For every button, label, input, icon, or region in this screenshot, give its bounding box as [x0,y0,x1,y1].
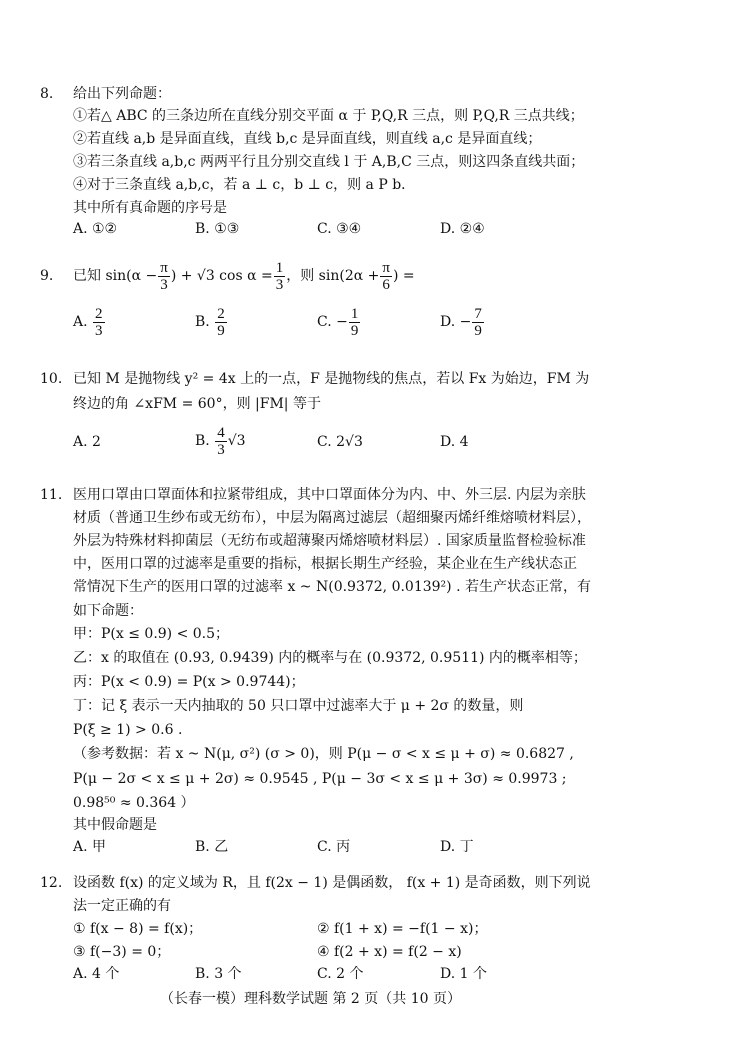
q11-option-d: D. 丁 [440,839,474,855]
q9-stem-pre: 已知 sin(α − [73,268,158,284]
q11-line-1: 医用口罩由口罩面体和拉紧带组成，其中口罩面体分为内、中、外三层. 内层为亲肤 [73,487,586,503]
q10-option-c: C. 2√3 [317,434,363,450]
q11-reference-2: P(μ − 2σ < x ≤ μ + 2σ) ≈ 0.9545 , P(μ − 3σ < x ≤ μ + 3σ) ≈ 0.9973 ; [73,771,567,787]
q12-statement-2: ② f(1 + x) = −f(1 − x)； [317,921,488,937]
q11-option-a: A. 甲 [73,839,107,855]
q9-stem [73,256,415,296]
q9-option-d: D. − $\frac{7}{9}$ [440,305,482,339]
q10-number: 10. [40,371,63,387]
q8-number: 8. [40,86,54,102]
q8-option-d: D. ②④ [440,221,485,237]
q12-statement-1: ① f(x − 8) = f(x)； [73,921,203,937]
q8-option-a: A. ①② [73,221,118,237]
q11-line-5: 常情况下生产的医用口罩的过滤率 x ~ N(0.9372, 0.0139²) . 若生产状态正常，有 [73,579,591,595]
q10-option-a: A. 2 [73,434,101,450]
q12-statement-4: ④ f(2 + x) = f(2 − x) [317,944,462,960]
q11-line-6: 如下命题： [73,603,143,619]
q9-frac-pi-6: $\frac{\pi}{6}$ [382,259,390,293]
q8-question: 其中所有真命题的序号是 [73,200,227,216]
q11-option-b: B. 乙 [195,839,229,855]
q10-line-1: 已知 M 是抛物线 y² = 4x 上的一点，F 是抛物线的焦点，若以 Fx 为始边，FM 为 [73,371,590,387]
q9-frac-pi-3: $\frac{\pi}{3}$ [160,259,168,293]
q11-option-c: C. 丙 [317,839,351,855]
q12-option-d: D. 1 个 [440,966,487,982]
q9-stem-end: ) = [392,268,415,284]
page-footer: （长春一模）理科数学试题 第 2 页（共 10 页） [160,991,461,1007]
q8-proposition-1: ①若△ ABC 的三条边所在直线分别交平面 α 于 P,Q,R 三点，则 P,Q,R 三点共线； [73,108,584,124]
q11-question: 其中假命题是 [73,817,157,833]
q11-statement-bing: 丙：P(x < 0.9) = P(x > 0.9744)； [73,674,305,690]
q8-option-b: B. ①③ [195,221,240,237]
q8-proposition-4: ④对于三条直线 a,b,c，若 a ⊥ c，b ⊥ c，则 a P b． [73,177,416,193]
q9-stem-post: ，则 sin(2α + [286,268,380,284]
q12-statement-3: ③ f(−3) = 0； [73,944,171,960]
q12-line-2: 法一定正确的有 [73,898,171,914]
q8-proposition-2: ②若直线 a,b 是异面直线，直线 b,c 是异面直线，则直线 a,c 是异面直线； [73,131,542,147]
q8-option-c: C. ③④ [317,221,362,237]
q11-number: 11. [40,487,63,503]
q11-line-2: 材质（普通卫生纱布或无纺布），中层为隔离过滤层（超细聚丙烯纤维熔喷材料层）， [73,510,591,526]
q11-reference-3: 0.98⁵⁰ ≈ 0.364 ） [73,795,195,811]
q11-statement-jia: 甲：P(x ≤ 0.9) < 0.5； [73,626,230,642]
q11-statement-yi: 乙：x 的取值在 (0.93, 0.9439) 内的概率与在 (0.9372, 0.9511) 内的概率相等； [73,650,587,666]
q10-line-2: 终边的角 ∠xFM = 60°，则 |FM| 等于 [73,396,321,412]
q11-line-3: 外层为特殊材料抑菌层（无纺布或超薄聚丙烯熔喷材料层）. 国家质量监督检验标准 [73,533,586,549]
q12-option-b: B. 3 个 [195,966,242,982]
q9-option-b: B. $\frac{2}{9}$ [195,305,225,339]
q11-statement-ding-2: P(ξ ≥ 1) > 0.6 . [73,722,183,738]
q10-option-d: D. 4 [440,434,469,450]
q9-option-c: C. − $\frac{1}{9}$ [317,305,359,339]
q9-stem-mid: ) + √3 cos α = [170,268,273,284]
q12-option-a: A. 4 个 [73,966,120,982]
q8-stem: 给出下列命题： [73,86,171,102]
q9-option-a: A. $\frac{2}{3}$ [73,305,103,339]
q11-reference-1: （参考数据：若 x ~ N(μ, σ²) (σ > 0)，则 P(μ − σ < x ≤ μ + σ) ≈ 0.6827 , [73,746,574,762]
q11-statement-ding-1: 丁：记 ξ 表示一天内抽取的 50 只口罩中过滤率大于 μ + 2σ 的数量，则 [73,698,524,714]
q8-proposition-3: ③若三条直线 a,b,c 两两平行且分别交直线 l 于 A,B,C 三点，则这四条直线共面； [73,154,585,170]
q11-line-4: 中，医用口罩的过滤率是重要的指标，根据长期生产经验，某企业在生产线状态正 [73,556,577,572]
q12-number: 12. [40,875,63,891]
q12-option-c: C. 2 个 [317,966,364,982]
q9-frac-1-3: $\frac{1}{3}$ [275,259,284,293]
q9-number: 9. [40,268,54,284]
q12-line-1: 设函数 f(x) 的定义域为 R，且 f(2x − 1) 是偶函数， f(x + 1) 是奇函数，则下列说 [73,875,591,891]
q10-option-b: B. $\frac{4}{3}$ √3 [195,424,246,458]
